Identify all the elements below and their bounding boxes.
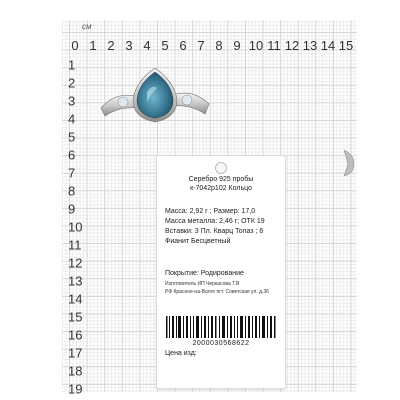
tag-address: РФ Красное-на-Волге пгт. Советская ул. д.36 — [165, 289, 269, 295]
ruler-left-tick: 7 — [68, 165, 76, 181]
barcode-image — [166, 316, 276, 338]
ruler-left-tick: 19 — [68, 381, 83, 397]
ruler-top-tick: 3 — [125, 38, 133, 53]
ruler-left-tick: 10 — [68, 219, 83, 235]
tag-mass: Масса: 2,92 г ; Размер: 17,0 — [165, 208, 256, 215]
tag-manufacturer: Изготовитель ИП Черкасова Т.В — [165, 281, 240, 287]
ruler-left-tick: 14 — [68, 291, 83, 307]
ruler-left-tick: 18 — [68, 363, 83, 379]
ruler-top-tick: 9 — [233, 38, 241, 53]
tag-article-line: к-7042р102 Кольцо — [190, 185, 252, 192]
ruler-top-tick: 11 — [267, 38, 281, 53]
ruler-top-tick: 7 — [197, 38, 205, 53]
unit-label: см — [82, 22, 92, 31]
ruler-top-tick: 6 — [179, 38, 187, 53]
ruler-left-tick: 5 — [68, 129, 76, 145]
tag-fianit: Фианит Бесцветный — [165, 238, 231, 245]
tag-coating: Покрытие: Родирование — [165, 270, 244, 277]
ruler-left-tick: 2 — [68, 75, 76, 91]
tag-inserts: Вставки: 3 Пл. Кварц Топаз ; 6 — [165, 228, 264, 235]
ruler-left-tick: 3 — [68, 93, 76, 109]
ruler-top-tick: 5 — [161, 38, 169, 53]
ruler-left-tick: 8 — [68, 183, 76, 199]
ruler-top-tick: 13 — [302, 38, 318, 53]
ruler-top-tick: 10 — [248, 38, 264, 53]
ruler-left-tick: 15 — [68, 309, 83, 325]
price-tag — [156, 155, 286, 389]
ruler-left-tick: 9 — [68, 201, 76, 217]
side-stone-left — [118, 97, 128, 107]
ruler-left-tick: 6 — [68, 147, 76, 163]
ruler-top-tick: 8 — [215, 38, 223, 53]
ruler-top-tick: 12 — [284, 38, 300, 53]
side-ring-image — [340, 148, 360, 178]
barcode-number: 2000030568622 — [192, 340, 250, 347]
ruler-left-tick: 1 — [68, 57, 76, 73]
ring-image — [95, 62, 215, 132]
ruler-left-tick: 4 — [68, 111, 76, 127]
side-stone-right — [182, 95, 192, 105]
ruler-left-tick: 17 — [68, 345, 83, 361]
ruler-top-tick: 15 — [338, 38, 354, 53]
ruler-left-tick: 12 — [68, 255, 83, 271]
ruler-left-tick: 11 — [68, 237, 82, 253]
ruler-top-tick: 1 — [89, 38, 97, 53]
ruler-top-tick: 0 — [71, 38, 79, 53]
tag-metal-mass: Масса металла: 2,46 г; ОТК 19 — [165, 218, 265, 225]
ruler-top-tick: 2 — [107, 38, 115, 53]
ruler-left-tick: 16 — [68, 327, 83, 343]
ruler-left-tick: 13 — [68, 273, 83, 289]
tag-metal-line: Серебро 925 пробы — [188, 176, 254, 183]
tag-price: Цена изд: — [165, 350, 197, 357]
ruler-top-tick: 14 — [320, 38, 336, 53]
ruler-top-tick: 4 — [143, 38, 151, 53]
tag-hole — [215, 162, 227, 174]
